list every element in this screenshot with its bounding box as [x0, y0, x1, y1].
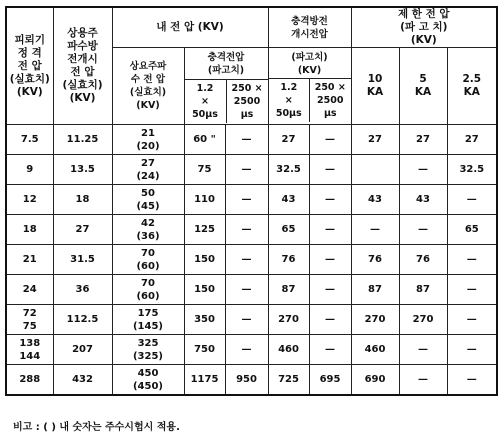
cell-line: 175	[137, 307, 159, 319]
arrester-voltage-table	[5, 6, 498, 396]
header-spark-a	[269, 79, 311, 122]
header-line: 2500	[233, 96, 261, 107]
header-limit-10ka	[351, 48, 399, 125]
cell-impulse-withstand: 125	[184, 215, 225, 245]
table-row	[6, 365, 497, 396]
header-line: 충격전압	[207, 52, 245, 63]
header-line: 충격방전	[291, 15, 328, 27]
header-line: 전 압	[70, 66, 95, 78]
cell-line: 325	[137, 337, 159, 349]
cell-impulse-sparkover: 27	[268, 125, 309, 155]
cell-limit-5ka: 87	[399, 275, 447, 305]
cell-limit-5ka: 270	[399, 305, 447, 335]
cell-impulse-withstand: 350	[184, 305, 225, 335]
header-line: 제 한 전 압	[398, 8, 450, 20]
cell-limit-5ka: —	[399, 155, 447, 185]
cell-switching-withstand: —	[225, 335, 268, 365]
cell-switching-withstand: —	[225, 245, 268, 275]
cell-line: 21	[141, 127, 155, 139]
cell-line: 288	[19, 374, 41, 385]
cell-limit-2-5ka: —	[447, 365, 497, 396]
cell-impulse-sparkover: 270	[268, 305, 309, 335]
cell-line: 50	[141, 187, 155, 199]
cell-power-freq-sparkover: 432	[53, 365, 112, 396]
header-line: 내 전 압 (KV)	[156, 21, 224, 33]
header-line: 수 전 압	[130, 74, 166, 85]
cell-limit-10ka: 690	[351, 365, 399, 396]
header-line: (파고치)	[207, 65, 245, 76]
cell-line: 70	[141, 247, 155, 259]
cell-limit-2-5ka: 32.5	[447, 155, 497, 185]
cell-impulse-withstand: 110	[184, 185, 225, 215]
cell-limit-5ka: 76	[399, 245, 447, 275]
header-limit-5ka	[399, 48, 447, 125]
cell-switching-withstand: —	[225, 155, 268, 185]
header-line: 정 격	[17, 46, 42, 59]
cell-switching-sparkover: —	[309, 275, 351, 305]
header-line: (파 고 치)	[400, 21, 448, 33]
cell-limit-2-5ka: —	[447, 185, 497, 215]
cell-switching-sparkover: —	[309, 335, 351, 365]
cell-impulse-sparkover: 43	[268, 185, 309, 215]
cell-limit-2-5ka: —	[447, 275, 497, 305]
cell-switching-sparkover: —	[309, 125, 351, 155]
cell-rated-voltage	[6, 185, 53, 215]
cell-rated-voltage	[6, 245, 53, 275]
cell-line: (450)	[132, 380, 163, 392]
cell-impulse-withstand: 75	[184, 155, 225, 185]
header-line: KA	[463, 86, 480, 98]
cell-rated-voltage	[6, 215, 53, 245]
cell-power-freq-sparkover: 11.25	[53, 125, 112, 155]
cell-power-freq-sparkover: 27	[53, 215, 112, 245]
cell-limit-5ka: —	[399, 365, 447, 396]
cell-line: 24	[22, 284, 37, 295]
cell-switching-withstand: —	[225, 275, 268, 305]
cell-rated-voltage	[6, 275, 53, 305]
cell-line: 27	[141, 157, 155, 169]
cell-commercial-withstand	[112, 185, 184, 215]
cell-rated-voltage	[6, 335, 53, 365]
cell-impulse-withstand: 150	[184, 275, 225, 305]
cell-line: 12	[22, 194, 37, 205]
cell-limit-10ka: 43	[351, 185, 399, 215]
header-line: 2.5	[462, 73, 482, 85]
cell-line: (24)	[136, 170, 160, 182]
cell-line: 72	[22, 307, 37, 319]
cell-limit-5ka: —	[399, 215, 447, 245]
cell-rated-voltage	[6, 155, 53, 185]
cell-switching-withstand: —	[225, 185, 268, 215]
cell-line: (20)	[136, 140, 160, 152]
cell-impulse-sparkover: 65	[268, 215, 309, 245]
header-commercial-withstand	[112, 48, 184, 125]
table-row	[6, 125, 497, 155]
cell-switching-sparkover: 695	[309, 365, 351, 396]
arrester-voltage-table-container	[5, 6, 496, 396]
header-line: 전개시	[67, 53, 98, 65]
cell-impulse-withstand: 750	[184, 335, 225, 365]
header-line: (KV)	[16, 85, 43, 98]
header-limit-group	[351, 7, 497, 48]
table-row	[6, 245, 497, 275]
cell-switching-sparkover: —	[309, 215, 351, 245]
header-power-freq-sparkover	[53, 7, 112, 125]
cell-limit-2-5ka: 65	[447, 215, 497, 245]
cell-line: 21	[22, 254, 37, 265]
header-sparkover-group	[268, 7, 351, 48]
header-line: 1.2	[196, 83, 214, 94]
header-line: 파수방	[67, 40, 98, 52]
header-line: 250 ×	[314, 82, 346, 93]
cell-switching-sparkover: —	[309, 245, 351, 275]
cell-limit-10ka	[351, 155, 399, 185]
cell-limit-10ka: 270	[351, 305, 399, 335]
cell-impulse-sparkover: 76	[268, 245, 309, 275]
header-line: (KV)	[69, 92, 96, 104]
header-line: 2500	[317, 95, 344, 106]
cell-limit-10ka: —	[351, 215, 399, 245]
header-line: 5	[419, 73, 427, 85]
header-line: 250 ×	[231, 83, 263, 94]
header-line: 50μs	[192, 109, 218, 120]
cell-impulse-sparkover: 725	[268, 365, 309, 396]
cell-switching-withstand: —	[225, 305, 268, 335]
footnote: 비고 : ( ) 내 숫자는 주수시험시 적용.	[13, 422, 180, 433]
header-line: 전 압	[17, 59, 42, 72]
header-line: (KV)	[410, 34, 437, 46]
header-spark-b	[310, 79, 351, 122]
cell-commercial-withstand	[112, 245, 184, 275]
cell-power-freq-sparkover: 207	[53, 335, 112, 365]
cell-limit-2-5ka: —	[447, 245, 497, 275]
header-line: μs	[323, 108, 337, 119]
table-row	[6, 155, 497, 185]
cell-switching-withstand: 950	[225, 365, 268, 396]
cell-switching-withstand: —	[225, 215, 268, 245]
table-row	[6, 305, 497, 335]
table-row	[6, 185, 497, 215]
cell-line: (325)	[132, 350, 163, 362]
cell-commercial-withstand	[112, 305, 184, 335]
cell-limit-2-5ka: —	[447, 305, 497, 335]
cell-limit-5ka: 43	[399, 185, 447, 215]
cell-impulse-withstand: 1175	[184, 365, 225, 396]
cell-limit-5ka: 27	[399, 125, 447, 155]
cell-switching-withstand: —	[225, 125, 268, 155]
cell-limit-10ka: 76	[351, 245, 399, 275]
cell-commercial-withstand	[112, 215, 184, 245]
cell-line: (60)	[136, 260, 160, 272]
cell-limit-10ka: 87	[351, 275, 399, 305]
header-line: (KV)	[136, 100, 160, 111]
cell-impulse-sparkover: 87	[268, 275, 309, 305]
header-withstand-group	[112, 7, 268, 48]
cell-line: 450	[137, 367, 159, 379]
cell-power-freq-sparkover: 31.5	[53, 245, 112, 275]
header-line: 피뢰기	[14, 33, 45, 46]
cell-power-freq-sparkover: 112.5	[53, 305, 112, 335]
header-line: 상요주파	[129, 61, 167, 72]
table-row	[6, 275, 497, 305]
cell-limit-5ka: —	[399, 335, 447, 365]
cell-switching-sparkover: —	[309, 305, 351, 335]
header-line: (실효치)	[62, 79, 103, 91]
table-row	[6, 215, 497, 245]
header-line: 개시전압	[291, 28, 328, 40]
cell-limit-2-5ka: —	[447, 335, 497, 365]
cell-commercial-withstand	[112, 335, 184, 365]
cell-switching-sparkover: —	[309, 155, 351, 185]
header-line: μs	[240, 109, 254, 120]
header-line: ×	[201, 96, 209, 107]
cell-line: 18	[22, 224, 37, 235]
header-line: (실효치)	[129, 87, 167, 98]
header-withstand-imp-a	[185, 80, 227, 123]
cell-line: 144	[19, 350, 41, 362]
cell-limit-10ka: 27	[351, 125, 399, 155]
header-rated-voltage	[6, 7, 53, 125]
cell-line: 70	[141, 277, 155, 289]
cell-commercial-withstand	[112, 155, 184, 185]
header-line: ×	[284, 95, 293, 106]
cell-commercial-withstand	[112, 275, 184, 305]
header-line: 50μs	[275, 108, 302, 119]
cell-power-freq-sparkover: 13.5	[53, 155, 112, 185]
cell-line: (60)	[136, 290, 160, 302]
cell-power-freq-sparkover: 36	[53, 275, 112, 305]
header-limit-2-5ka	[447, 48, 497, 125]
cell-commercial-withstand	[112, 125, 184, 155]
cell-line: 138	[19, 337, 41, 349]
cell-impulse-withstand: 60 "	[184, 125, 225, 155]
cell-limit-2-5ka: 27	[447, 125, 497, 155]
cell-rated-voltage	[6, 305, 53, 335]
header-line: 1.2	[280, 82, 298, 93]
cell-line: (145)	[132, 320, 163, 332]
cell-commercial-withstand	[112, 365, 184, 396]
header-line: (파고치)	[291, 52, 328, 63]
header-line: KA	[414, 86, 432, 98]
cell-line: (36)	[136, 230, 160, 242]
header-sparkover-sub	[268, 48, 351, 125]
cell-impulse-withstand: 150	[184, 245, 225, 275]
header-line: (KV)	[297, 65, 322, 76]
header-line: (실효치)	[9, 72, 50, 85]
cell-rated-voltage	[6, 125, 53, 155]
cell-impulse-sparkover: 460	[268, 335, 309, 365]
cell-line: 75	[22, 320, 37, 332]
cell-switching-sparkover: —	[309, 185, 351, 215]
cell-limit-10ka: 460	[351, 335, 399, 365]
header-impulse-withstand-group	[184, 48, 268, 125]
cell-impulse-sparkover: 32.5	[268, 155, 309, 185]
cell-rated-voltage	[6, 365, 53, 396]
table-body	[6, 125, 497, 396]
table-row	[6, 335, 497, 365]
cell-line: 7.5	[20, 134, 39, 145]
header-line: 10	[367, 73, 383, 85]
header-withstand-imp-b	[227, 80, 268, 123]
header-line: 상용주	[67, 27, 98, 39]
cell-line: (45)	[136, 200, 160, 212]
cell-line: 42	[141, 217, 155, 229]
cell-power-freq-sparkover: 18	[53, 185, 112, 215]
header-line: KA	[366, 86, 384, 98]
cell-line: 9	[26, 164, 34, 175]
